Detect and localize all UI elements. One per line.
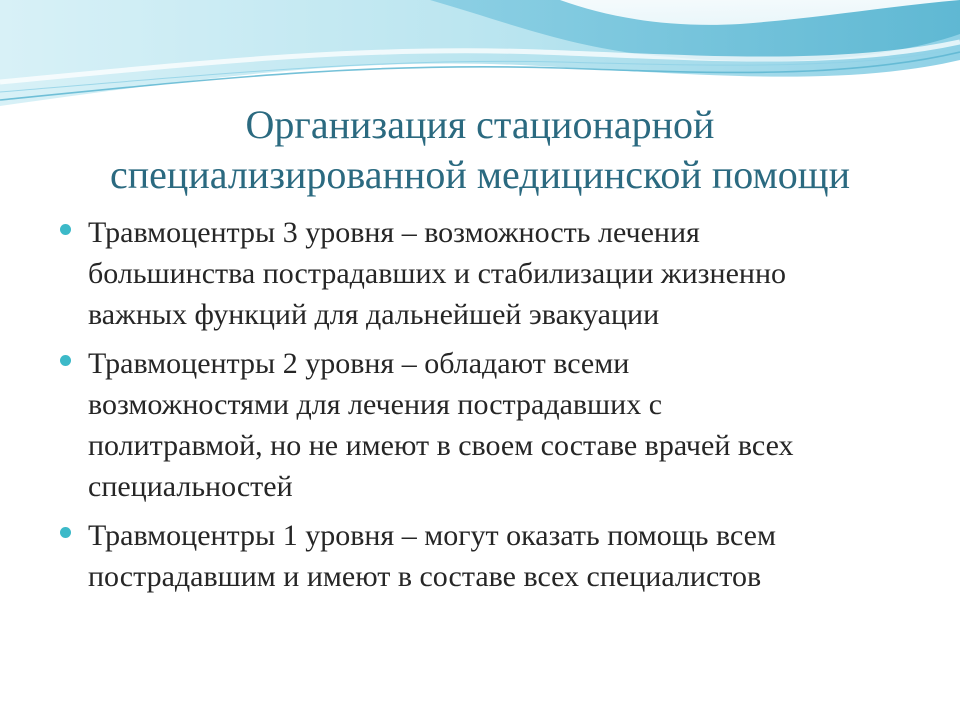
bullet-line: большинства пострадавших и стабилизации жизненно [88, 257, 786, 290]
bullet-item [58, 515, 918, 597]
bullet-dot-icon [60, 527, 71, 538]
title-line: специализированной медицинской помощи [110, 152, 850, 197]
bullet-item [58, 343, 918, 507]
title-line: Организация стационарной [245, 102, 715, 147]
bullet-dot-icon [60, 224, 71, 235]
bullet-line: специальностей [88, 470, 293, 503]
bullet-item [58, 212, 918, 335]
bullet-line: Травмоцентры 1 уровня – могут оказать помощь всем [88, 519, 776, 552]
bullet-line: Травмоцентры 3 уровня – возможность лечения [88, 216, 700, 249]
bullet-line: пострадавшим и имеют в составе всех специалистов [88, 560, 762, 593]
bullet-list [58, 212, 918, 605]
bullet-line: важных функций для дальнейшей эвакуации [88, 298, 660, 331]
bullet-line: Травмоцентры 2 уровня – обладают всеми [88, 347, 630, 380]
bullet-line: политравмой, но не имеют в своем составе врачей всех [88, 429, 794, 462]
slide-title [60, 100, 900, 200]
bullet-dot-icon [60, 355, 71, 366]
bullet-line: возможностями для лечения пострадавших с [88, 388, 663, 421]
